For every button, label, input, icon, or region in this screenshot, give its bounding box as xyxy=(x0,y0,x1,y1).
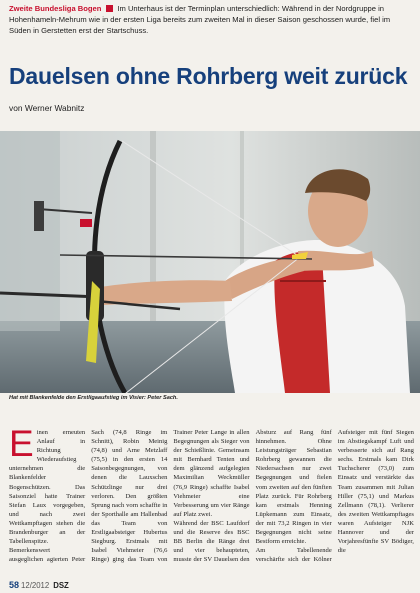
dropcap: E xyxy=(9,428,34,464)
article-paragraph: inen erneuten Anlauf in Richtung Wiederaufstieg unternehmen die Blankenfelder Bogenschützen. Das Saisonziel hatte Trainer Stefan Laux vorgegeben, und nach zwei Wettkampftagen stehen die Brandenburger an der Tabellenspitze. Bemerkenswert ausgeglichen agierten Peter Sach (74,8 Ringe im Schnitt), Robin Meinig (74,8) und Arne Metzlaff (75,5) in den ersten 14 Saisonbegegnungen, von denen die Lauxschen Schützlinge nur drei verloren. Den größten Sprung nach vorn schaffte in der Sporthalle am Hallenbad das Team von Erstligaabsteiger Hubertus Siegburg. Erstmals mit Isabel Viehmeier (76,6 Ringe) ging das Team von Trainer Peter Lange in allen Begegnungen als Sieger von der Schießlinie. Gemeinsam mit Bernhard Tenten und dem glänzend aufgelegten Maximilian Weckmüller (76,9 Ringe) schaffte Isabel Viehmeier eine Verbesserung um vier Ränge auf Platz zwei. xyxy=(9,429,250,564)
headline: Dauelsen ohne Rohrberg weit zurück xyxy=(9,63,408,89)
article-body xyxy=(9,428,414,578)
intro-kicker xyxy=(9,3,414,37)
archer-photo-illustration xyxy=(0,131,420,393)
article-paragraph: Am Tabellenende verschärfte sich der Kölner Aufsteiger mit fünf Siegen im Abstiegskampf Luft und verbesserte sich auf Rang sechs. Erstmals kam Dirk Tuchscherer (73,0) zum Einsatz und verstärkte das Team zusammen mit Julian Hiller (75,1) und Markus Zellmann (78,1). Verlierer des zweiten Wettkampftages waren Aufsteiger NJK Hannover und der Vorjahresfünfte SV Bödiger, die xyxy=(255,429,414,564)
page-number: 58 xyxy=(9,580,20,590)
section-marker-square xyxy=(106,5,113,12)
section-label: Zweite Bundesliga Bogen xyxy=(9,4,102,13)
magazine-name: DSZ xyxy=(53,581,69,590)
page-footer xyxy=(9,580,69,591)
archer-photo xyxy=(0,131,420,393)
byline: von Werner Wabnitz xyxy=(9,103,85,113)
photo-caption: Hat mit Blankenfelde den Erstligaaufstieg im Visier: Peter Sach. xyxy=(9,395,178,401)
issue-date: 12/2012 xyxy=(21,581,50,590)
intro-text: Im Unterhaus ist der Terminplan unterschiedlich: Während in der Nordgruppe in Hohenhameln-Mehrum wie in der ersten Liga bereits zum zweiten Mal in dieser Saison geschossen wurde, fiel im Süden in Gerstetten erst der Startschuss. xyxy=(9,4,391,36)
article-paragraph: Während der BSC Laufdorf und die Reserve des BSC BB Berlin die Ränge drei und vier behaupteten, musste der SV Dauelsen den Absturz auf Rang fünf hinnehmen. Ohne Leistungsträger Sebastian Rohrberg gewannen die Niedersachsen nur zwei Begegnungen und fielen vom zweiten auf den fünften Platz zurück. Für Rohrberg kam erstmals Henning Lüpkemann zum Einsatz, der mit 73,2 Ringen in vier Begegnungen nicht seine Bestform erreichte. xyxy=(173,429,332,564)
